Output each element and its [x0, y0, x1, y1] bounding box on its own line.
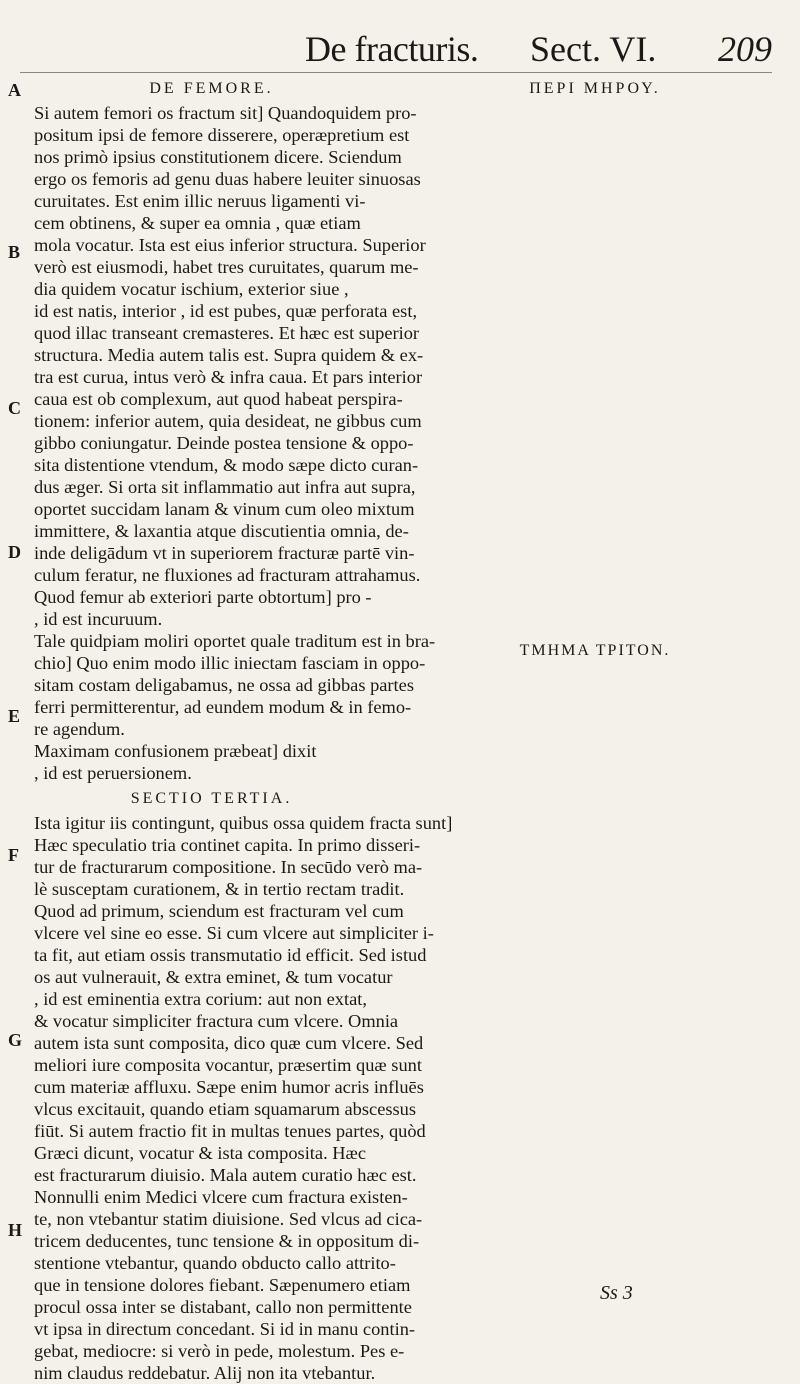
text-line: Hæc speculatio tria continet capita. In primo disseri-	[34, 835, 421, 855]
text-line: sita distentione vtendum, & modo sæpe dicto curan-	[34, 455, 419, 475]
greek-text-block-2	[415, 670, 775, 1140]
text-line: tur de fracturarum compositione. In secūdo verò ma-	[34, 857, 423, 877]
text-line: ergo os femoris ad genu duas habere leuiter sinuosas	[34, 169, 421, 189]
text-line: cum materiæ affluxu. Sæpe enim humor acris influēs	[34, 1077, 424, 1097]
text-line: lè susceptam curationem, & in tertio rectam tradit.	[34, 879, 405, 899]
text-line: , id est incuruum.	[34, 609, 163, 629]
margin-letter: D	[8, 542, 21, 562]
text-line: id est natis, interior , id est pubes, quæ perforata est,	[34, 301, 418, 321]
margin-letter: B	[8, 242, 21, 262]
text-line: quod illac transeant cremasteres. Et hæc est superior	[34, 323, 420, 343]
text-line: fiūt. Si autem fractio fit in multas tenues partes, quòd	[34, 1121, 426, 1141]
latin-column	[34, 80, 453, 1384]
text-line: dia quidem vocatur ischium, exterior siue ,	[34, 279, 349, 299]
text-line: Nonnulli enim Medici vlcere cum fractura existen-	[34, 1187, 408, 1207]
text-line: tricem deducentes, tunc tensione & in oppositum di-	[34, 1231, 420, 1251]
text-line: gibbo coniungatur. Deinde postea tensione & oppo-	[34, 433, 414, 453]
text-line: tionem: inferior autem, quia desideat, ne gibbus cum	[34, 411, 422, 431]
header-rule	[20, 72, 772, 73]
text-line: Quod ad primum, sciendum est fracturam vel cum	[34, 901, 404, 921]
text-line: autem ista sunt composita, dico quæ cum vlcere. Sed	[34, 1033, 424, 1053]
text-line: Tale quidpiam moliri oportet quale traditum est in bra-	[34, 631, 436, 651]
text-line: mola vocatur. Ista est eius inferior structura. Superior	[34, 235, 426, 255]
text-line: , id est eminentia extra corium: aut non extat,	[34, 989, 367, 1009]
text-line: cem obtinens, & super ea omnia , quæ etiam	[34, 213, 361, 233]
text-line: Græci dicunt, vocatur & ista composita. Hæc	[34, 1143, 366, 1163]
text-line: inde deligādum vt in superiorem fracturæ partē vin-	[34, 543, 415, 563]
text-line: tra est curua, intus verò & infra caua. Et pars interior	[34, 367, 423, 387]
latin-section-heading: SECTIO TERTIA.	[130, 790, 293, 807]
margin-letter: E	[8, 706, 21, 726]
text-line: caua est ob complexum, aut quod habeat perspira-	[34, 389, 403, 409]
page-header	[0, 18, 800, 74]
latin-text-block-2	[34, 812, 453, 1384]
margin-letter: G	[8, 1030, 23, 1050]
signature-mark: Ss 3	[600, 1282, 633, 1304]
text-line: procul ossa inter se distabant, callo non permittente	[34, 1297, 412, 1317]
text-line: verò est eiusmodi, habet tres curuitates, quarum me-	[34, 257, 419, 277]
text-line: & vocatur simpliciter fractura cum vlcere. Omnia	[34, 1011, 399, 1031]
margin-letter: F	[8, 845, 19, 865]
text-line: ferri permitterentur, ad eundem modum & in femo-	[34, 697, 412, 717]
text-line: Quod femur ab exteriori parte obtortum] pro -	[34, 587, 372, 607]
text-line: oportet succidam lanam & vinum cum oleo mixtum	[34, 499, 415, 519]
text-line: nos primò ipsius constitutionem dicere. Sciendum	[34, 147, 402, 167]
text-line: Si autem femori os fractum sit] Quandoquidem pro-	[34, 103, 417, 123]
text-line: gebat, mediocre: si verò in pede, molestum. Pes e-	[34, 1341, 405, 1361]
text-line: Ista igitur iis contingunt, quibus ossa quidem fracta sunt]	[34, 813, 453, 833]
text-line: te, non vtebantur statim diuisione. Sed vlcus ad cica-	[34, 1209, 423, 1229]
text-line: chio] Quo enim modo illic iniectam fasciam in oppo-	[34, 653, 426, 673]
margin-letter: A	[8, 80, 21, 100]
text-line: structura. Media autem talis est. Supra quidem & ex-	[34, 345, 424, 365]
latin-text-block-1	[34, 102, 436, 784]
text-line: est fracturarum diuisio. Mala autem curatio hæc est.	[34, 1165, 417, 1185]
section-label: Sect. VI.	[530, 29, 657, 69]
text-line: que in tensione dolores fiebant. Sæpenumero etiam	[34, 1275, 411, 1295]
greek-text-block-1	[415, 102, 775, 632]
text-line: vlcus excitauit, quando etiam squamarum abscessus	[34, 1099, 417, 1119]
text-line: ta fit, aut etiam ossis transmutatio id efficit. Sed istud	[34, 945, 427, 965]
text-line: dus æger. Si orta sit inflammatio aut infra aut supra,	[34, 477, 416, 497]
text-line: Maximam confusionem præbeat] dixit	[34, 741, 317, 761]
text-line: meliori iure composita vocantur, præsertim quæ sunt	[34, 1055, 422, 1075]
margin-letter: C	[8, 398, 21, 418]
text-line: nim claudus reddebatur. Alij non ita vtebantur.	[34, 1363, 376, 1383]
text-line: curuitates. Est enim illic neruus ligamenti vi-	[34, 191, 366, 211]
text-line: sitam costam deligabamus, ne ossa ad gibbas partes	[34, 675, 414, 695]
running-title: De fracturis.	[305, 29, 479, 69]
text-line: os aut vulnerauit, & extra eminet, & tum vocatur	[34, 967, 393, 987]
text-line: immittere, & laxantia atque discutientia omnia, de-	[34, 521, 409, 541]
text-line: , id est peruersionem.	[34, 763, 192, 783]
text-line: re agendum.	[34, 719, 125, 739]
greek-section-heading: ΤΜΗΜΑ ΤΡΙΤΟΝ.	[519, 642, 671, 659]
text-line: vt ipsa in directum concedant. Si id in manu contin-	[34, 1319, 416, 1339]
greek-heading: ΠΕΡΙ ΜΗΡΟΥ.	[529, 80, 661, 97]
text-line: culum feratur, ne fluxiones ad fracturam attrahamus.	[34, 565, 421, 585]
margin-letter: H	[8, 1220, 23, 1240]
text-line: vlcere vel sine eo esse. Si cum vlcere aut simpliciter i-	[34, 923, 434, 943]
text-line: stentione vtebantur, quando obducto callo attrito-	[34, 1253, 396, 1273]
page-number: 209	[718, 29, 772, 69]
text-line: positum ipsi de femore disserere, operæpretium est	[34, 125, 410, 145]
greek-column	[415, 80, 775, 1140]
latin-heading: DE FEMORE.	[149, 80, 274, 97]
